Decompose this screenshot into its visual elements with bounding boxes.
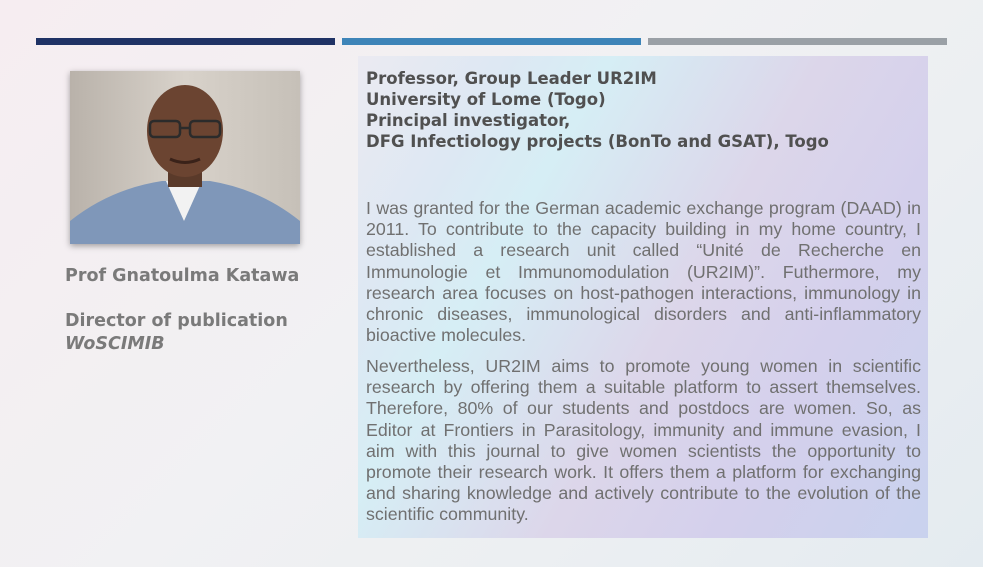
title-line-4: DFG Infectiology projects (BonTo and GSAT), Togo	[366, 132, 829, 151]
header-bar-blue	[342, 38, 641, 45]
profile-organization: WoSCIMIB	[65, 334, 165, 354]
profile-role: Director of publication	[65, 311, 288, 331]
header-bar-gray	[648, 38, 947, 45]
bio-paragraph-1: I was granted for the German academic exchange program (DAAD) in 2011. To contribute to the capacity building in my home country, I established a research unit called “Unité de Recherche en Immunologie et Immunomodulation (UR2IM)”. Futhermore, my research area focuses on host-pathogen interactions, immunology in chronic diseases, immunological disorders and anti-inflammatory bioactive molecules.	[366, 198, 921, 346]
profile-photo	[70, 71, 300, 244]
header-bar-navy	[36, 38, 335, 45]
profile-name: Prof Gnatoulma Katawa	[65, 266, 300, 286]
title-line-1: Professor, Group Leader UR2IM	[366, 69, 657, 88]
title-line-2: University of Lome (Togo)	[366, 90, 606, 109]
bio-paragraph-2: Nevertheless, UR2IM aims to promote young women in scientific research by offering them a suitable platform to assert themselves. Therefore, 80% of our students and postdocs are women. So, as Editor at Frontiers in Parasitology, immunity and immune evasion, I aim with this journal to give women scientists the opportunity to promote their research work. It offers them a platform for exchanging and sharing knowledge and actively contribute to the evolution of the scientific community.	[366, 356, 921, 525]
title-line-3: Principal investigator,	[366, 111, 571, 130]
